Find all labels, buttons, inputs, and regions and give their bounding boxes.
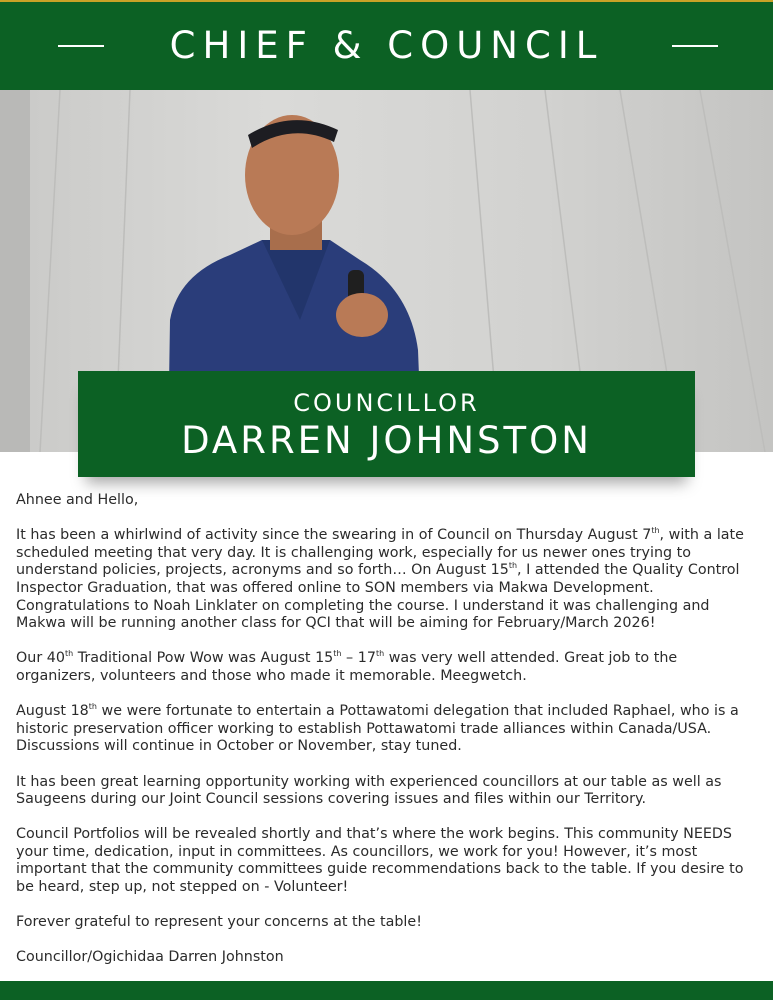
councillor-role: COUNCILLOR [293,389,480,417]
text-fragment: we were fortunate to entertain a Pottawatomi delegation that included Raphael, who is a historic preservation officer working to establish Pottawatomi trade alliances within Canada/USA. Discussions will continue in October or November, stay tuned. [16,703,739,755]
text-fragment: Our 40 [16,650,65,667]
paragraph-pow-wow [16,650,761,685]
superscript: th [508,561,518,571]
superscript: th [651,526,660,536]
text-fragment: It has been a whirlwind of activity since the swearing in of Council on Thursday August 7 [16,527,652,544]
text-fragment: Traditional Pow Wow was August 15 [73,650,334,667]
header-rule-right [672,45,718,47]
text-fragment: was very well attended. Great job to the organizers, volunteers and those who made it memorable. Meegwetch. [16,650,678,684]
text-fragment: August 18 [16,703,89,720]
superscript: th [88,702,97,712]
text-fragment: , with a late scheduled meeting that very day. It is challenging work, especially for us newer ones trying to understand policies, projects, acronyms and so forth… On August 15 [16,527,744,579]
paragraph-council-activity [16,527,761,633]
paragraph-gratitude: Forever grateful to represent your concerns at the table! [16,914,422,931]
superscript: th [333,649,342,659]
page-title: CHIEF & COUNCIL [169,24,604,67]
paragraph-council-portfolios: Council Portfolios will be revealed shortly and that’s where the work begins. This community NEEDS your time, dedication, input in committees. As councillors, we work for you! However, it’s most important that the community committees guide recommendations back to the table. If you desire to be heard, step up, not stepped on - Volunteer! [16,826,744,896]
signature: Councillor/Ogichidaa Darren Johnston [16,949,284,966]
footer-bar [0,981,773,1000]
text-fragment: – 17 [341,650,376,667]
page-header [0,0,773,90]
councillor-name: DARREN JOHNSTON [181,419,592,462]
superscript: th [375,649,385,659]
superscript: th [64,649,74,659]
text-fragment: , I attended the Quality Control Inspector Graduation, that was offered online to SON members via Makwa Development. Congratulations to Noah Linklater on completing the course. I understand it was challenging and Makwa will be running another class for QCI that will be aiming for February/March 2026! [16,562,740,632]
name-banner [78,371,695,477]
article-body [16,492,761,985]
paragraph-learning-opportunity: It has been great learning opportunity working with experienced councillors at our table as well as Saugeens during our Joint Council sessions covering issues and files within our Territory. [16,773,722,808]
greeting: Ahnee and Hello, [16,492,139,508]
paragraph-pottawatomi-delegation [16,703,761,756]
